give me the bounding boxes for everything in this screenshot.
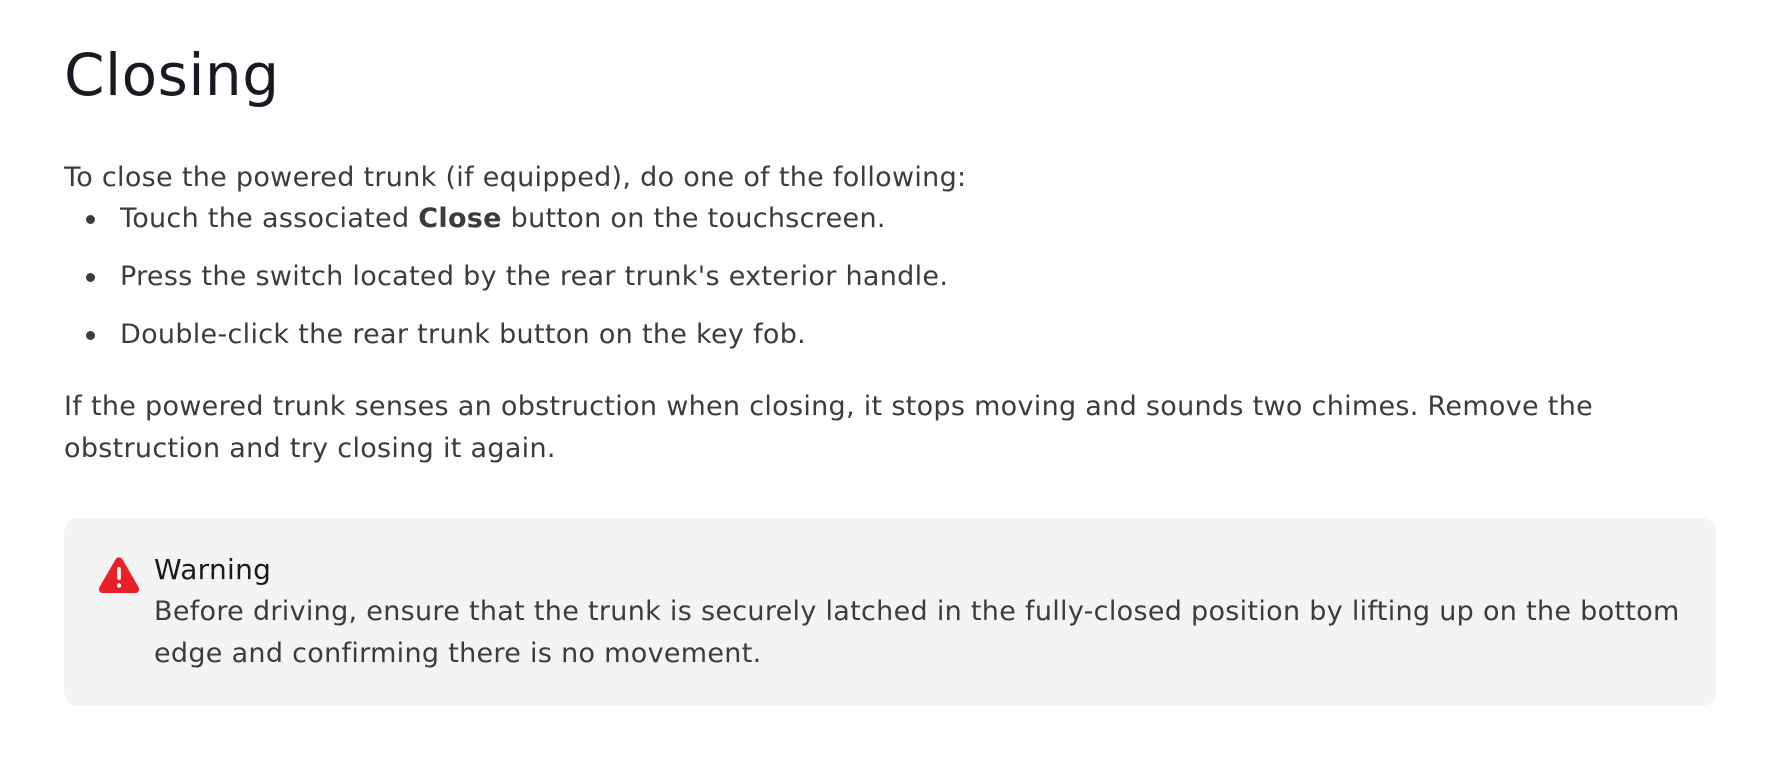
warning-triangle-icon xyxy=(98,556,140,594)
intro-text: To close the powered trunk (if equipped), do one of the following: xyxy=(64,162,967,193)
list-item xyxy=(64,256,948,298)
closing-steps-list xyxy=(64,198,948,372)
warning-callout xyxy=(64,518,1716,706)
obstruction-note: If the powered trunk senses an obstruction when closing, it stops moving and sounds two chimes. Remove the obstruction and try closing it again. xyxy=(64,391,1594,464)
step-text: Press the switch located by the rear trunk's exterior handle. xyxy=(120,261,949,292)
warning-text: Before driving, ensure that the trunk is securely latched in the fully-closed position by lifting up on the bottom edge and confirming there is no movement. xyxy=(154,596,1680,669)
step-text-after: button on the touchscreen. xyxy=(501,203,886,234)
step-text-before: Touch the associated xyxy=(120,203,419,234)
bullet-icon xyxy=(86,273,95,282)
bullet-icon xyxy=(86,331,95,340)
warning-title: Warning xyxy=(154,553,272,586)
step-text: Double-click the rear trunk button on the key fob. xyxy=(120,319,807,350)
list-item xyxy=(64,198,948,240)
page-title: Closing xyxy=(64,41,280,109)
bullet-icon xyxy=(86,215,95,224)
close-button-reference: Close xyxy=(418,203,502,234)
list-item xyxy=(64,314,948,356)
